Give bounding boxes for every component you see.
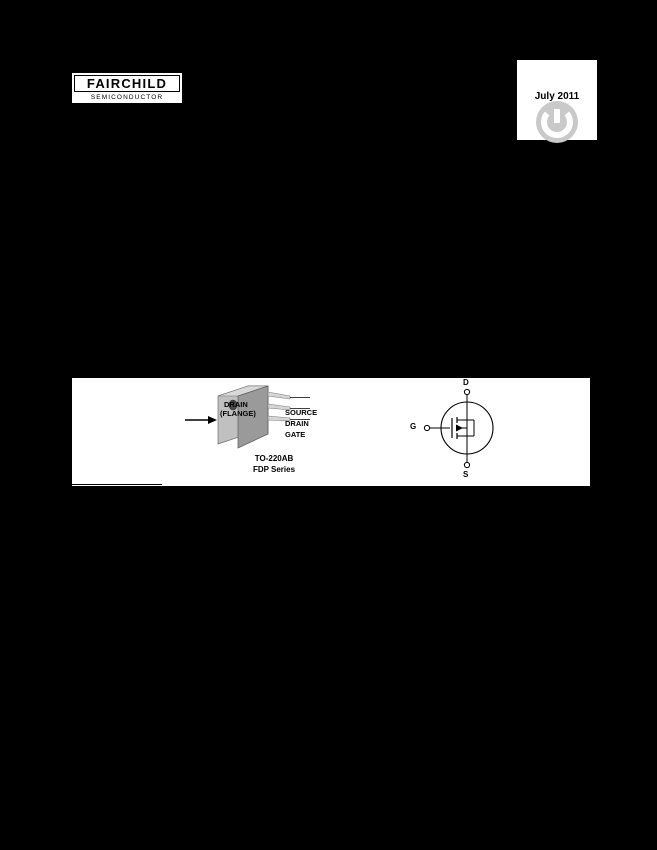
drain-flange-label-line1: DRAIN [224, 400, 248, 409]
schematic-terminal-g: G [410, 422, 417, 431]
package-name-label: TO-220AB [254, 454, 294, 463]
logo-tagline-text: SEMICONDUCTOR [90, 94, 164, 101]
pin-label-source: SOURCE [285, 408, 318, 417]
pin-label-gate: GATE [285, 430, 306, 439]
mosfet-schematic-symbol [424, 389, 493, 467]
drain-flange-label-line2: (FLANGE) [220, 409, 256, 418]
fairchild-logo [72, 73, 182, 103]
date-badge [517, 60, 597, 140]
series-name-label: FDP Series [252, 465, 296, 474]
diagram-panel [72, 378, 590, 486]
schematic-terminal-d: D [463, 378, 469, 387]
package-and-schematic-drawing [72, 378, 590, 486]
panel-bottom-rule [72, 484, 162, 485]
schematic-terminal-s: S [463, 470, 469, 479]
publication-date: July 2011 [534, 91, 580, 102]
logo-brand-text: FAIRCHILD [74, 75, 180, 92]
power-icon [535, 100, 579, 144]
pin-label-drain: DRAIN [285, 419, 309, 428]
